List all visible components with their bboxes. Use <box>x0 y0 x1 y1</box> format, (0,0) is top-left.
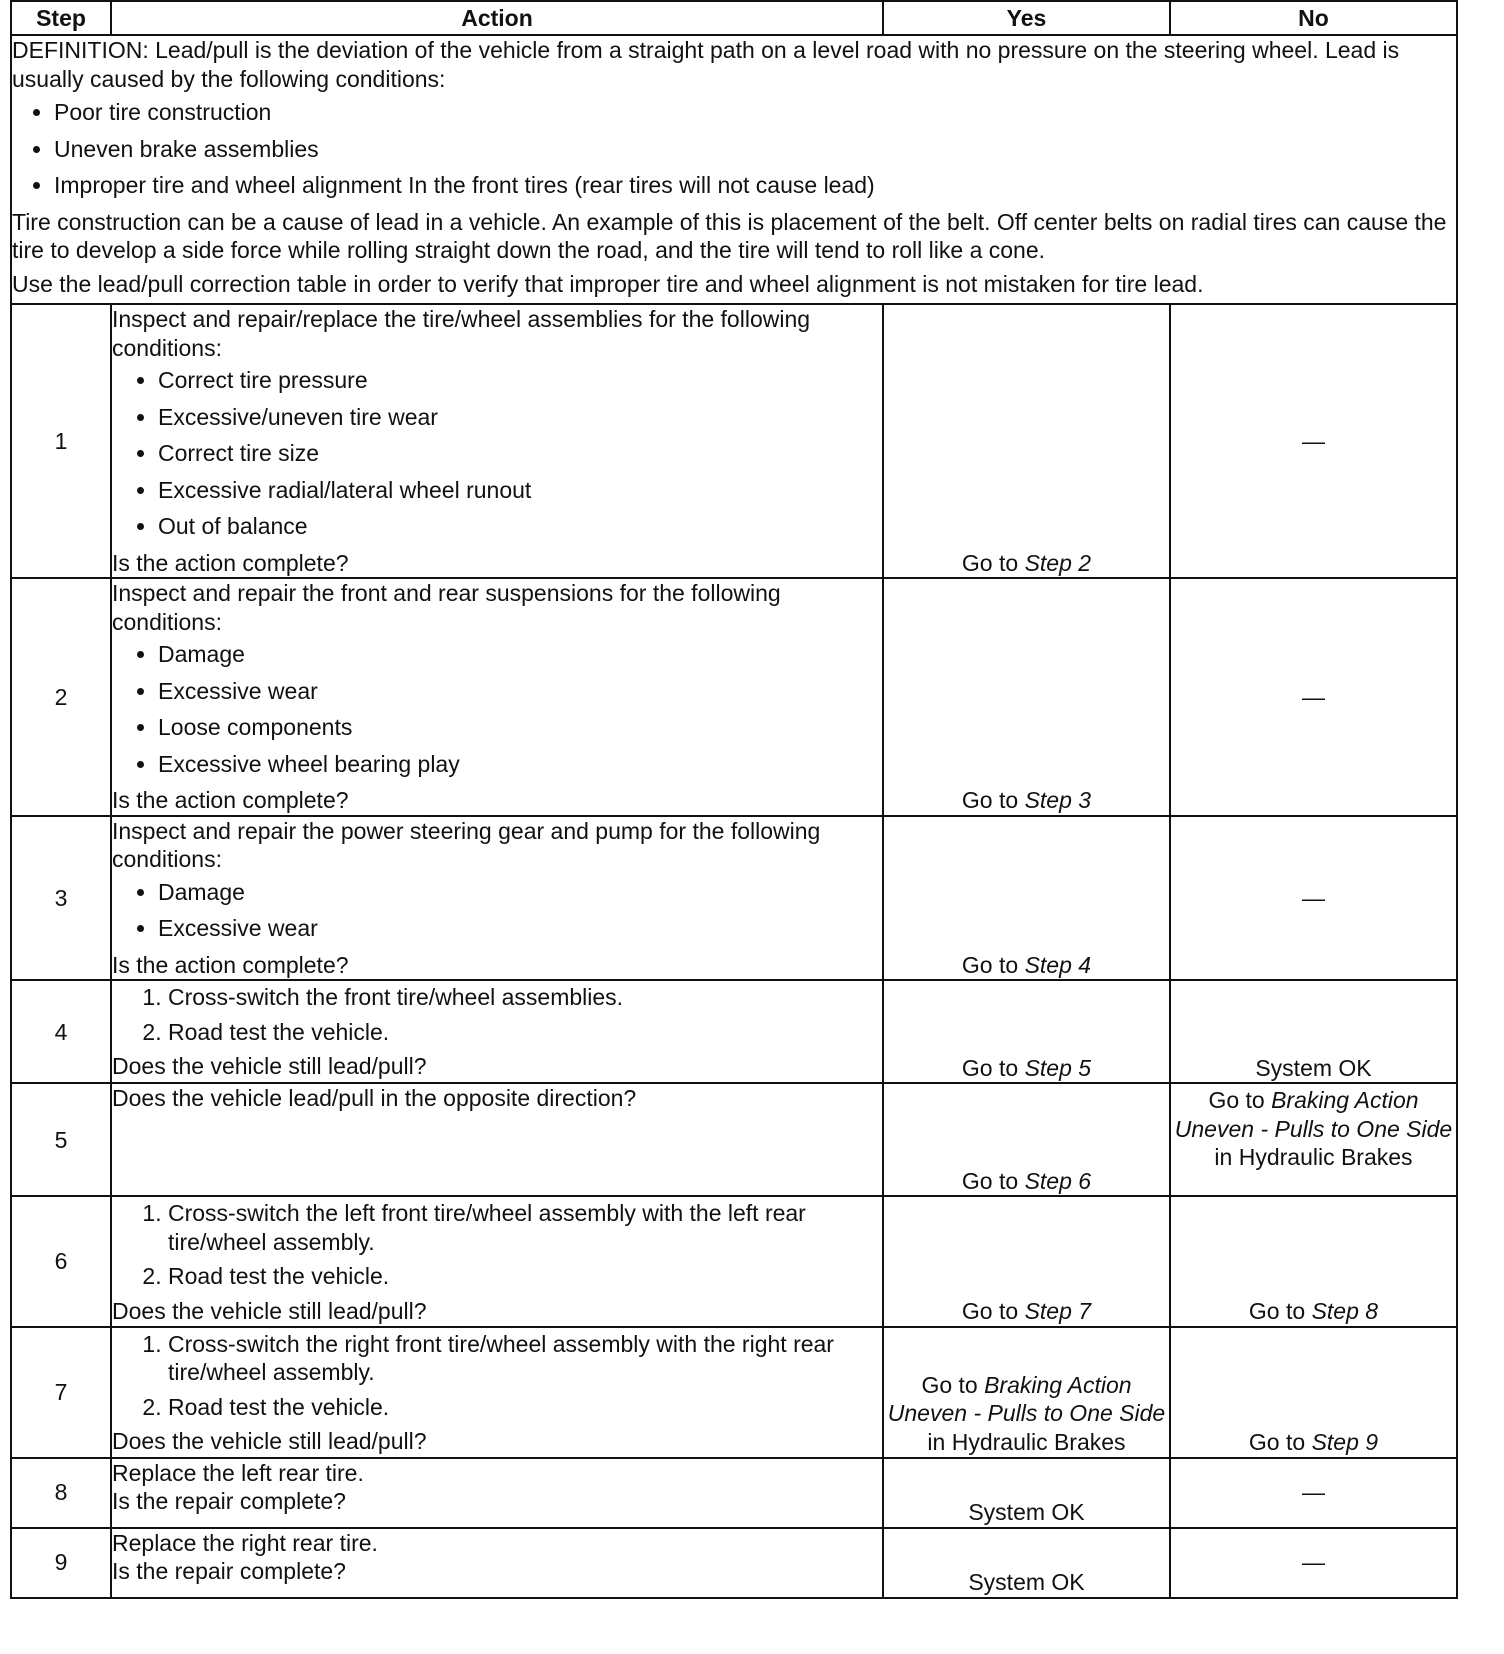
action-cell <box>111 304 883 578</box>
action-intro: Inspect and repair/replace the tire/wheel assemblies for the following conditions: <box>112 306 811 361</box>
step-number: 6 <box>11 1196 111 1326</box>
dash: — <box>1302 884 1325 911</box>
list-item: • Damage <box>158 878 882 907</box>
dash: — <box>1302 1479 1325 1506</box>
step-row-3 <box>11 816 1457 981</box>
action-question: Does the vehicle still lead/pull? <box>112 1297 427 1324</box>
header-step: Step <box>11 1 111 35</box>
yes-prefix: Go to <box>961 1054 1025 1081</box>
action-question: Is the action complete? <box>112 549 349 576</box>
yes-link[interactable]: Step 4 <box>1024 951 1092 978</box>
no-suffix: in Hydraulic Brakes <box>1214 1144 1413 1171</box>
list-item: • Uneven brake assemblies <box>54 135 1456 164</box>
yes-prefix: Go to <box>961 549 1025 576</box>
yes-link[interactable]: Step 7 <box>1024 1297 1092 1324</box>
action-text: Replace the right rear tire. <box>112 1529 378 1556</box>
action-cell <box>111 1458 883 1528</box>
yes-cell <box>883 1327 1170 1458</box>
step-number: 4 <box>11 980 111 1083</box>
list-item: 2. Road test the vehicle. <box>168 1262 882 1291</box>
list-item: • Poor tire construction <box>54 98 1456 127</box>
action-question: Is the repair complete? <box>112 1488 346 1515</box>
action-question: Does the vehicle lead/pull in the opposite direction? <box>112 1085 637 1112</box>
step-number: 1 <box>11 304 111 578</box>
list-item: 2. Road test the vehicle. <box>168 1393 882 1422</box>
no-cell <box>1170 816 1457 981</box>
list-item: • Excessive wear <box>158 677 882 706</box>
action-cell <box>111 1327 883 1458</box>
list-item: • Excessive wheel bearing play <box>158 750 882 779</box>
yes-cell: System OK <box>883 1528 1170 1598</box>
action-cell <box>111 980 883 1083</box>
yes-cell <box>883 816 1170 981</box>
no-link[interactable]: Step 8 <box>1311 1297 1379 1324</box>
condition-list <box>112 366 882 541</box>
action-intro: Inspect and repair the power steering gear and pump for the following conditions: <box>112 817 821 873</box>
definition-paragraph-3: Use the lead/pull correction table in order to verify that improper tire and wheel alignment is not mistaken for tire lead. <box>12 270 1204 297</box>
header-yes: Yes <box>883 1 1170 35</box>
no-prefix: Go to <box>1248 1297 1312 1324</box>
yes-prefix: Go to <box>961 1167 1025 1194</box>
yes-cell <box>883 1196 1170 1326</box>
header-action: Action <box>111 1 883 35</box>
step-number: 3 <box>11 816 111 981</box>
definition-row <box>11 35 1457 304</box>
definition-cell <box>11 35 1457 304</box>
step-row-5 <box>11 1083 1457 1196</box>
no-cell <box>1170 1327 1457 1458</box>
step-row-9 <box>11 1528 1457 1598</box>
list-item: • Loose components <box>158 713 882 742</box>
yes-link[interactable]: Step 2 <box>1024 549 1092 576</box>
procedure-list <box>112 1199 882 1291</box>
step-number: 9 <box>11 1528 111 1598</box>
action-cell <box>111 1528 883 1598</box>
yes-prefix: Go to <box>921 1371 985 1398</box>
yes-prefix: Go to <box>961 787 1025 814</box>
yes-prefix: Go to <box>961 951 1025 978</box>
action-cell <box>111 816 883 981</box>
step-row-4 <box>11 980 1457 1083</box>
no-cell <box>1170 1458 1457 1528</box>
yes-cell <box>883 1083 1170 1196</box>
step-row-1 <box>11 304 1457 578</box>
no-cell <box>1170 578 1457 816</box>
yes-link[interactable]: Step 5 <box>1024 1054 1092 1081</box>
dash: — <box>1302 427 1325 454</box>
yes-cell <box>883 304 1170 578</box>
action-cell <box>111 1196 883 1326</box>
action-question: Does the vehicle still lead/pull? <box>112 1053 427 1080</box>
dash: — <box>1302 1549 1325 1576</box>
no-prefix: Go to <box>1208 1087 1272 1114</box>
header-no: No <box>1170 1 1457 35</box>
yes-link[interactable]: Step 6 <box>1024 1167 1092 1194</box>
list-item: • Damage <box>158 640 882 669</box>
action-question: Is the action complete? <box>112 951 349 978</box>
no-cell <box>1170 1083 1457 1196</box>
yes-link[interactable]: Braking Action Uneven - Pulls to One Side <box>887 1371 1166 1427</box>
yes-link[interactable]: Step 3 <box>1024 787 1092 814</box>
no-cell <box>1170 304 1457 578</box>
action-question: Is the action complete? <box>112 787 349 814</box>
diagnostic-table <box>10 0 1458 1599</box>
no-cell <box>1170 1528 1457 1598</box>
list-item: 1. Cross-switch the left front tire/wheel assembly with the left rear tire/wheel assembly. <box>168 1199 882 1256</box>
condition-list <box>112 878 882 943</box>
step-number: 8 <box>11 1458 111 1528</box>
no-cell <box>1170 1196 1457 1326</box>
definition-paragraph-2: Tire construction can be a cause of lead in a vehicle. An example of this is placement of the belt. Off center belts on radial tires can cause the tire to develop a side force while rolling straight down the road, and the tire will tend to roll like a cone. <box>12 208 1447 264</box>
procedure-list <box>112 983 882 1046</box>
yes-suffix: in Hydraulic Brakes <box>927 1428 1126 1455</box>
no-cell: System OK <box>1170 980 1457 1083</box>
step-row-7 <box>11 1327 1457 1458</box>
list-item: • Excessive radial/lateral wheel runout <box>158 476 882 505</box>
step-number: 7 <box>11 1327 111 1458</box>
action-question: Is the repair complete? <box>112 1558 346 1585</box>
no-prefix: Go to <box>1248 1428 1312 1455</box>
list-item: • Excessive/uneven tire wear <box>158 403 882 432</box>
yes-cell <box>883 578 1170 816</box>
list-item: 1. Cross-switch the right front tire/wheel assembly with the right rear tire/wheel assembly. <box>168 1330 882 1387</box>
yes-cell: System OK <box>883 1458 1170 1528</box>
list-item: 2. Road test the vehicle. <box>168 1018 882 1047</box>
list-item: • Correct tire size <box>158 439 882 468</box>
list-item: • Excessive wear <box>158 914 882 943</box>
no-link[interactable]: Step 9 <box>1311 1428 1379 1455</box>
definition-intro: DEFINITION: Lead/pull is the deviation of the vehicle from a straight path on a level road with no pressure on the steering wheel. Lead is usually caused by the following conditions: <box>12 37 1400 92</box>
condition-list <box>112 640 882 778</box>
list-item: • Correct tire pressure <box>158 366 882 395</box>
action-question: Does the vehicle still lead/pull? <box>112 1428 427 1455</box>
definition-bullets <box>12 98 1456 200</box>
dash: — <box>1302 683 1325 710</box>
step-row-6 <box>11 1196 1457 1326</box>
action-cell <box>111 1083 883 1196</box>
list-item: • Out of balance <box>158 512 882 541</box>
no-link[interactable]: Braking Action Uneven - Pulls to One Side <box>1174 1087 1453 1142</box>
action-text: Replace the left rear tire. <box>112 1459 364 1486</box>
action-cell <box>111 578 883 816</box>
step-row-2 <box>11 578 1457 816</box>
list-item: 1. Cross-switch the front tire/wheel assemblies. <box>168 983 882 1012</box>
list-item: • Improper tire and wheel alignment In the front tires (rear tires will not cause lead) <box>54 171 1456 200</box>
yes-cell <box>883 980 1170 1083</box>
action-intro: Inspect and repair the front and rear suspensions for the following conditions: <box>112 580 781 635</box>
yes-prefix: Go to <box>961 1297 1025 1324</box>
header-row <box>11 1 1457 35</box>
step-number: 2 <box>11 578 111 816</box>
step-row-8 <box>11 1458 1457 1528</box>
procedure-list <box>112 1330 882 1422</box>
step-number: 5 <box>11 1083 111 1196</box>
